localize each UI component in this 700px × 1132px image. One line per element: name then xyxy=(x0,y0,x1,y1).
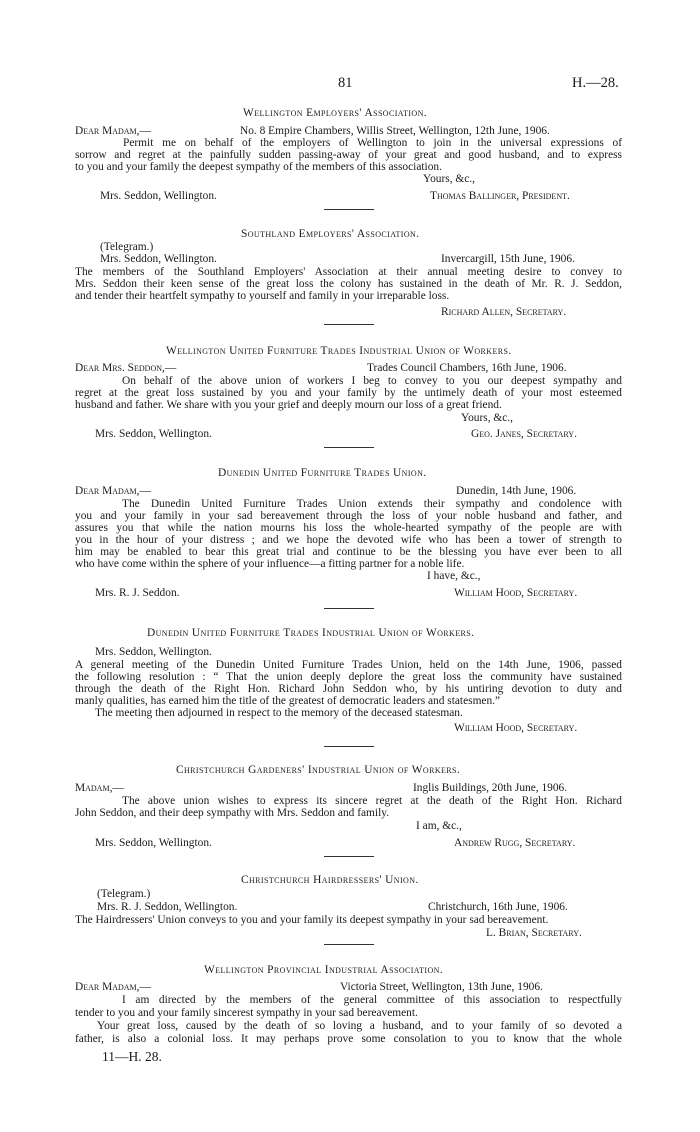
salutation: Dear Madam,— xyxy=(75,981,151,993)
letter-signature: L. Brian, Secretary. xyxy=(486,927,582,939)
letter-body-line: sorrow and regret at the painfully sudden passing-away of your great and good husband, and to express xyxy=(75,149,622,161)
letter-recipient: Mrs. Seddon, Wellington. xyxy=(100,253,217,265)
section-divider xyxy=(324,447,374,448)
letter-signature: Thomas Ballinger, President. xyxy=(430,190,570,202)
section-divider xyxy=(324,856,374,857)
letter-body-line: Your great loss, caused by the death of so loving a husband, and to your family of so devoted a xyxy=(97,1020,622,1032)
section-divider xyxy=(324,324,374,325)
letter-body-line: the following resolution : “ That the union deeply deplore the great loss the community have sustained xyxy=(75,671,622,683)
letter-body-line: you in the hour of your distress ; and we hope the devoted wife who has been a tower of strength to xyxy=(75,534,622,546)
letter-body-line: On behalf of the above union of workers I beg to convey to you our deepest sympathy and xyxy=(122,375,622,387)
section-heading: Christchurch Gardeners' Industrial Union of Workers. xyxy=(176,764,461,776)
section-divider xyxy=(324,944,374,945)
section-divider xyxy=(324,746,374,747)
letter-address: No. 8 Empire Chambers, Willis Street, Wellington, 12th June, 1906. xyxy=(240,125,550,137)
salutation: Dear Madam,— xyxy=(75,485,151,497)
letter-recipient: Mrs. Seddon, Wellington. xyxy=(100,190,217,202)
letter-body-line: and tender their heartfelt sympathy to yourself and family in your irreparable loss. xyxy=(75,290,450,302)
letter-address: Dunedin, 14th June, 1906. xyxy=(456,485,577,497)
letter-body-line: husband and father. We share with you your grief and deeply mourn our loss of a great friend. xyxy=(75,399,502,411)
letter-signature: Andrew Rugg, Secretary. xyxy=(454,837,576,849)
letter-body-line: tender to you and your family sincerest sympathy in your sad bereavement. xyxy=(75,1007,418,1019)
salutation: Dear Madam,— xyxy=(75,125,151,137)
letter-address: Victoria Street, Wellington, 13th June, 1906. xyxy=(340,981,543,993)
letter-body-line: regret at the great loss sustained by you and your family by the untimely death of your most esteemed xyxy=(75,387,622,399)
page-number: 81 xyxy=(338,75,353,91)
section-heading: Dunedin United Furniture Trades Industrial Union of Workers. xyxy=(147,627,475,639)
letter-address: Trades Council Chambers, 16th June, 1906. xyxy=(367,362,567,374)
letter-body-line: The above union wishes to express its sincere regret at the death of the Right Hon. Richard xyxy=(122,795,622,807)
letter-address: Inglis Buildings, 20th June, 1906. xyxy=(413,782,568,794)
telegram-note: (Telegram.) xyxy=(97,888,151,900)
letter-body-line: through the death of the Right Hon. Richard John Seddon who, by his untiring devotion to duty and xyxy=(75,683,622,695)
signature-mark: 11—H. 28. xyxy=(102,1049,162,1064)
letter-recipient: Mrs. Seddon, Wellington. xyxy=(95,428,212,440)
letter-body-line: you and your family in your sad bereavement through the loss of your noble husband and father, and xyxy=(75,510,622,522)
letter-body-line: I am directed by the members of the general committee of this association to respectfully xyxy=(122,994,622,1006)
salutation: Dear Mrs. Seddon,— xyxy=(75,362,177,374)
telegram-note: (Telegram.) xyxy=(100,241,154,253)
section-divider xyxy=(324,209,374,210)
letter-recipient: Mrs. R. J. Seddon. xyxy=(95,587,180,599)
letter-body-line: who have come within the sphere of your influence—a fitting partner for a noble life. xyxy=(75,558,465,570)
section-heading: Wellington Provincial Industrial Association. xyxy=(204,964,444,976)
letter-recipient: Mrs. Seddon, Wellington. xyxy=(95,837,212,849)
letter-signature: William Hood, Secretary. xyxy=(454,722,578,734)
letter-recipient: Mrs. Seddon, Wellington. xyxy=(95,646,212,658)
letter-signature: Geo. Janes, Secretary. xyxy=(471,428,577,440)
section-divider xyxy=(324,608,374,609)
section-heading: Christchurch Hairdressers' Union. xyxy=(241,874,419,886)
letter-body-line: The meeting then adjourned in respect to the memory of the deceased statesman. xyxy=(95,707,463,719)
letter-body-line: The Dunedin United Furniture Trades Union extends their sympathy and condolence with xyxy=(122,498,622,510)
letter-body-line: A general meeting of the Dunedin United Furniture Trades Union, held on the 14th June, 1906, passed xyxy=(75,659,622,671)
section-heading: Wellington United Furniture Trades Industrial Union of Workers. xyxy=(166,345,512,357)
letter-recipient: Mrs. R. J. Seddon, Wellington. xyxy=(97,901,238,913)
letter-body-line: John Seddon, and their deep sympathy with Mrs. Seddon and family. xyxy=(75,807,390,819)
letter-body-line: assures you that while the nation mourns his loss the whole-hearted sympathy of the people are with xyxy=(75,522,622,534)
letter-closing: Yours, &c., xyxy=(461,412,514,424)
letter-body-line: Permit me on behalf of the employers of Wellington to join in the universal expressions of xyxy=(123,137,622,149)
section-heading: Wellington Employers' Association. xyxy=(243,107,428,119)
letter-signature: William Hood, Secretary. xyxy=(454,587,578,599)
letter-body-line: Mrs. Seddon their keen sense of the great loss the colony has sustained in the death of Mr. R. J. Seddon, xyxy=(75,278,622,290)
document-reference: H.—28. xyxy=(572,75,619,91)
letter-body-line: manly qualities, has earned him the title of the greatest of democratic leaders and statesmen.” xyxy=(75,695,501,707)
letter-address: Invercargill, 15th June, 1906. xyxy=(441,253,575,265)
section-heading: Southland Employers' Association. xyxy=(241,228,420,240)
salutation: Madam,— xyxy=(75,782,124,794)
letter-body-line: The members of the Southland Employers' Association at their annual meeting desire to convey to xyxy=(75,266,622,278)
letter-body-line: The Hairdressers' Union conveys to you and your family its deepest sympathy in your sad bereavement. xyxy=(75,914,549,926)
letter-body-line: father, is also a colonial loss. It may perhaps prove some consolation to you to know that the whole xyxy=(75,1033,622,1045)
letter-address: Christchurch, 16th June, 1906. xyxy=(428,901,568,913)
letter-closing: I am, &c., xyxy=(416,820,462,832)
letter-body-line: him may be enabled to bear this great trial and continue to be the blessing you have ever been to all xyxy=(75,546,622,558)
letter-closing: I have, &c., xyxy=(427,570,481,582)
letter-signature: Richard Allen, Secretary. xyxy=(441,306,567,318)
letter-body-line: to you and your family the deepest sympathy of the members of this association. xyxy=(75,161,442,173)
section-heading: Dunedin United Furniture Trades Union. xyxy=(218,467,427,479)
letter-closing: Yours, &c., xyxy=(423,173,476,185)
